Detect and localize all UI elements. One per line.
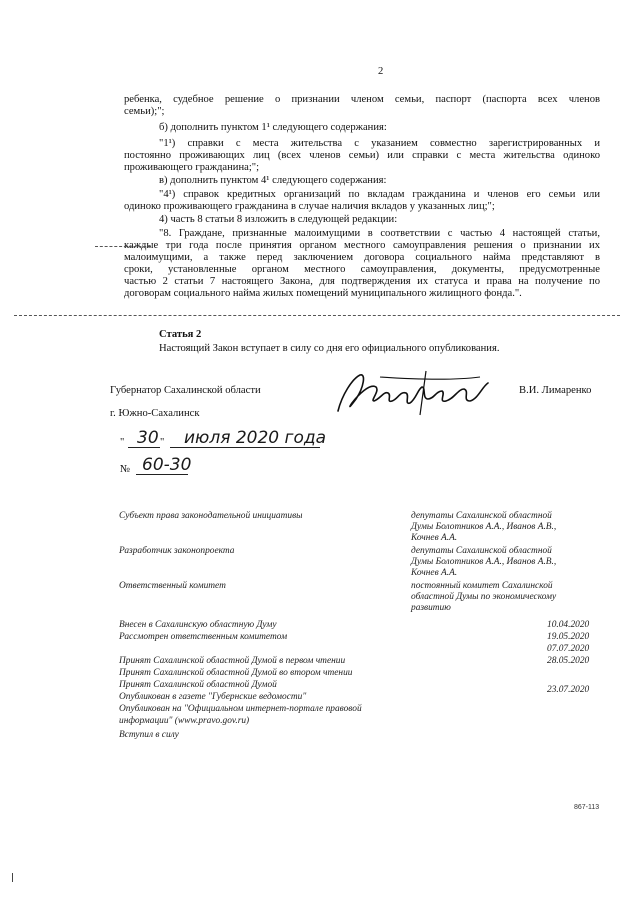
event-date: 28.05.2020 — [547, 656, 590, 666]
page-number: 2 — [378, 66, 384, 77]
scan-artifact-line — [95, 246, 151, 247]
text-line: "1¹) справки с места жительства с указанием совместно зарегистрированных и — [159, 138, 600, 149]
text-line: постоянно проживающих лиц (всех членов семьи) или справки с места жительства одиноко — [124, 150, 600, 161]
text-line: "4¹) справок кредитных организаций по вкладам гражданина и членов его семьи или — [159, 189, 600, 200]
event-label: Рассмотрен ответственным комитетом — [119, 632, 288, 642]
event-label: Опубликован на "Официальном интернет-портале правовой — [119, 704, 362, 714]
event-label: Вступил в силу — [119, 730, 179, 740]
article-text: Настоящий Закон вступает в силу со дня его официального опубликования. — [159, 343, 500, 354]
event-date: 23.07.2020 — [547, 685, 590, 695]
text-line: договорам социального найма жилых помещений муниципального жилищного фонда.". — [124, 288, 522, 299]
number-underline — [136, 474, 188, 475]
event-date: 19.05.2020 — [547, 632, 590, 642]
event-label: Опубликован в газете "Губернские ведомости" — [119, 692, 307, 702]
law-number: 60-30 — [142, 455, 192, 475]
text-line: частью 2 статьи 7 настоящего Закона, для подтверждения их статуса и права на получение по — [124, 276, 600, 287]
text-line: ребенка, судебное решение о признании членом семьи, паспорт (паспорта всех членов — [124, 94, 600, 105]
text-line: семьи);"; — [124, 106, 165, 117]
committee-line: областной Думы по экономическому — [411, 592, 557, 602]
text-line: каждые три года после принятия органом местного самоуправления решения о признании их — [124, 240, 600, 251]
committee-label: Ответственный комитет — [119, 581, 226, 591]
event-label: информации" (www.pravo.gov.ru) — [119, 716, 250, 726]
city: г. Южно-Сахалинск — [110, 408, 200, 419]
initiative-line: Думы Болотников А.А., Иванов А.В., — [411, 522, 557, 532]
text-line: сроки, установленные органом местного самоуправления, документы, предусмотренные — [124, 264, 600, 275]
event-label: Принят Сахалинской областной Думой во втором чтении — [119, 668, 353, 678]
date-quote-close: " — [160, 437, 165, 448]
developer-line: депутаты Сахалинской областной — [411, 546, 552, 556]
date-day: 30 — [137, 428, 159, 448]
text-line: "8. Граждане, признанные малоимущими в соответствии с частью 4 настоящей статьи, — [159, 228, 600, 239]
scan-mark — [12, 873, 13, 882]
initiative-line: депутаты Сахалинской областной — [411, 511, 552, 521]
signatory-position: Губернатор Сахалинской области — [110, 385, 261, 396]
initiative-label: Субъект права законодательной инициативы — [119, 511, 303, 521]
event-date: 10.04.2020 — [547, 620, 590, 630]
text-line: б) дополнить пунктом 1¹ следующего содержания: — [159, 122, 387, 133]
date-quote-open: " — [120, 437, 125, 448]
signatory-name: В.И. Лимаренко — [519, 385, 592, 396]
article-title: Статья 2 — [159, 329, 202, 340]
event-label: Принят Сахалинской областной Думой — [119, 680, 277, 690]
scan-artifact-line — [14, 315, 620, 316]
event-date: 07.07.2020 — [547, 644, 590, 654]
initiative-line: Кочнев А.А. — [411, 533, 458, 543]
text-line: проживающего гражданина;"; — [124, 162, 260, 173]
text-line: одиноко проживающего гражданина в случае наличия вкладов у указанных лиц;"; — [124, 201, 495, 212]
committee-line: развитию — [411, 603, 451, 613]
developer-line: Кочнев А.А. — [411, 568, 458, 578]
date-month-underline — [170, 447, 320, 448]
date-month-year: июля 2020 года — [184, 428, 327, 448]
footer-code: 867-113 — [574, 804, 600, 811]
handwritten-signature — [330, 365, 505, 420]
event-label: Принят Сахалинской областной Думой в первом чтении — [119, 656, 346, 666]
event-label: Внесен в Сахалинскую областную Думу — [119, 620, 277, 630]
committee-line: постоянный комитет Сахалинской — [411, 581, 553, 591]
number-sign: № — [120, 464, 131, 475]
text-line: в) дополнить пунктом 4¹ следующего содержания: — [159, 175, 387, 186]
developer-label: Разработчик законопроекта — [119, 546, 235, 556]
text-line: малоимущими, а также перед заключением договора социального найма представляют в — [124, 252, 600, 263]
developer-line: Думы Болотников А.А., Иванов А.В., — [411, 557, 557, 567]
text-line: 4) часть 8 статьи 8 изложить в следующей редакции: — [159, 214, 398, 225]
date-day-underline — [128, 447, 160, 448]
